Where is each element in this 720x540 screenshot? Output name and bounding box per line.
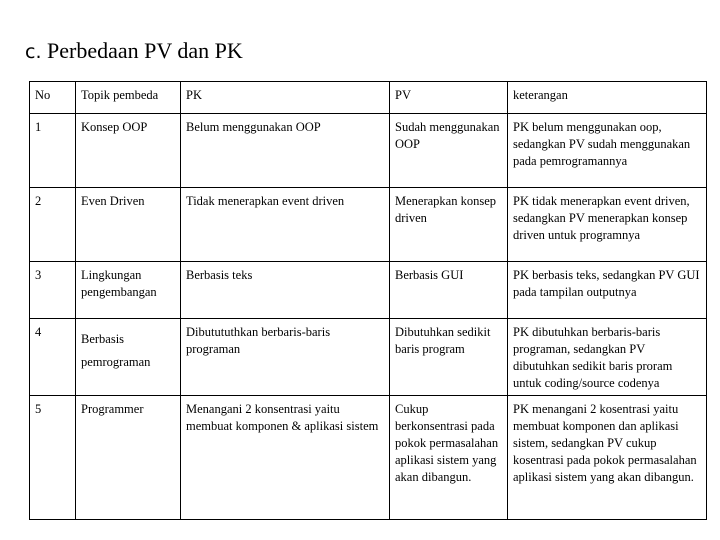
cell-topic-line: Berbasis (81, 332, 125, 346)
cell-pv: Menerapkan konsep driven (390, 188, 508, 262)
header-pv: PV (390, 82, 508, 114)
table-row (30, 396, 707, 520)
cell-no: 4 (30, 319, 76, 396)
cell-topic: Konsep OOP (76, 114, 181, 188)
cell-pv: Sudah menggunakan OOP (390, 114, 508, 188)
cell-pk: Tidak menerapkan event driven (181, 188, 390, 262)
cell-pk: Dibutututhkan berbaris-baris programan (181, 319, 390, 396)
cell-no: 1 (30, 114, 76, 188)
cell-notes: PK berbasis teks, sedangkan PV GUI pada tampilan outputnya (508, 262, 707, 319)
cell-notes: PK belum menggunakan oop, sedangkan PV sudah menggunakan pada pemrogramannya (508, 114, 707, 188)
cell-notes: PK dibutuhkan berbaris-baris programan, sedangkan PV dibutuhkan sedikit baris proram untuk coding/source codenya (508, 319, 707, 396)
page-title (25, 38, 243, 65)
cell-notes: PK tidak menerapkan event driven, sedangkan PV menerapkan konsep driven untuk programnya (508, 188, 707, 262)
table-row (30, 319, 707, 396)
table-header-row (30, 82, 707, 114)
cell-notes: PK menangani 2 kosentrasi yaitu membuat komponen dan aplikasi sistem, sedangkan PV cukup kosentrasi pada pokok permasalahan aplikasi sistem yang akan dibangun. (508, 396, 707, 520)
table-row (30, 262, 707, 319)
cell-topic (76, 319, 181, 396)
comparison-table (29, 81, 707, 520)
table-row (30, 114, 707, 188)
cell-topic: Lingkungan pengembangan (76, 262, 181, 319)
cell-no: 2 (30, 188, 76, 262)
cell-pk: Berbasis teks (181, 262, 390, 319)
cell-no: 5 (30, 396, 76, 520)
cell-pv: Dibutuhkan sedikit baris program (390, 319, 508, 396)
section-letter: c. (25, 41, 42, 63)
header-no: No (30, 82, 76, 114)
cell-pk: Belum menggunakan OOP (181, 114, 390, 188)
header-topic: Topik pembeda (76, 82, 181, 114)
table-row (30, 188, 707, 262)
cell-no: 3 (30, 262, 76, 319)
cell-topic-line: pemrograman (81, 355, 151, 369)
header-pk: PK (181, 82, 390, 114)
cell-pk: Menangani 2 konsentrasi yaitu membuat komponen & aplikasi sistem (181, 396, 390, 520)
cell-topic: Programmer (76, 396, 181, 520)
title-text: Perbedaan PV dan PK (41, 38, 243, 63)
cell-pv: Cukup berkonsentrasi pada pokok permasalahan aplikasi sistem yang akan dibangun. (390, 396, 508, 520)
cell-topic: Even Driven (76, 188, 181, 262)
cell-pv: Berbasis GUI (390, 262, 508, 319)
header-notes: keterangan (508, 82, 707, 114)
